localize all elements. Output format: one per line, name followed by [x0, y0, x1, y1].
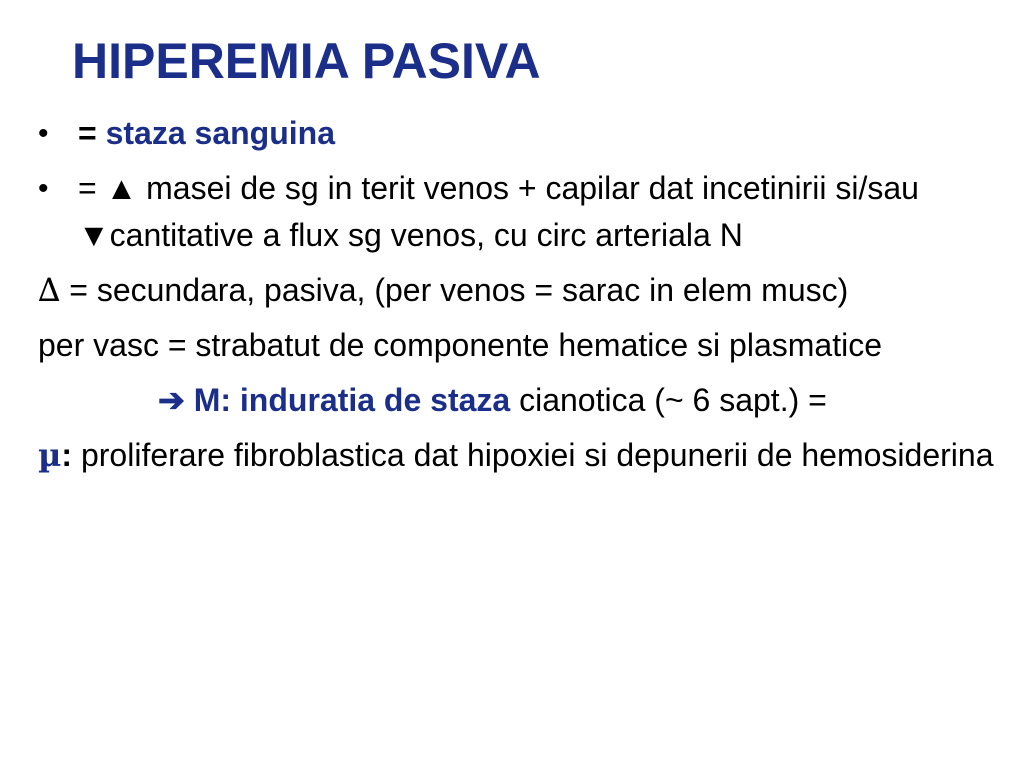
- macro-line: [38, 377, 1013, 424]
- micro-icon: µ: [38, 436, 62, 474]
- staza-term: staza sanguina: [105, 115, 335, 151]
- bullet-icon: •: [38, 172, 49, 205]
- delta-line: [38, 267, 1013, 314]
- vessel-text: per vasc = strabatut de componente hematice si plasmatice: [38, 327, 882, 363]
- bullet-item-staza: [38, 110, 1013, 157]
- macro-label: M: induratia de staza: [184, 382, 511, 418]
- bullet-icon: •: [38, 117, 49, 150]
- micro-text: proliferare fibroblastica dat hipoxiei si depunerii de hemosiderina: [72, 437, 994, 473]
- equals-sign: =: [78, 115, 106, 151]
- delta-icon: ∆: [38, 271, 61, 309]
- vessel-line: [38, 322, 1013, 369]
- definition-text: = ▲ masei de sg in terit venos + capilar dat incetinirii si/sau ▼cantitative a flux sg venos, cu circ arteriala N: [78, 170, 919, 253]
- arrow-right-icon: ➔: [158, 381, 185, 419]
- bullet-item-definition: [38, 165, 1013, 259]
- slide-body: [38, 110, 1013, 487]
- micro-colon: :: [61, 437, 73, 473]
- micro-line: [38, 432, 1013, 479]
- slide-title: HIPEREMIA PASIVA: [72, 33, 541, 89]
- delta-text: = secundara, pasiva, (per venos = sarac in elem musc): [60, 272, 849, 308]
- macro-text: cianotica (~ 6 sapt.) =: [510, 382, 827, 418]
